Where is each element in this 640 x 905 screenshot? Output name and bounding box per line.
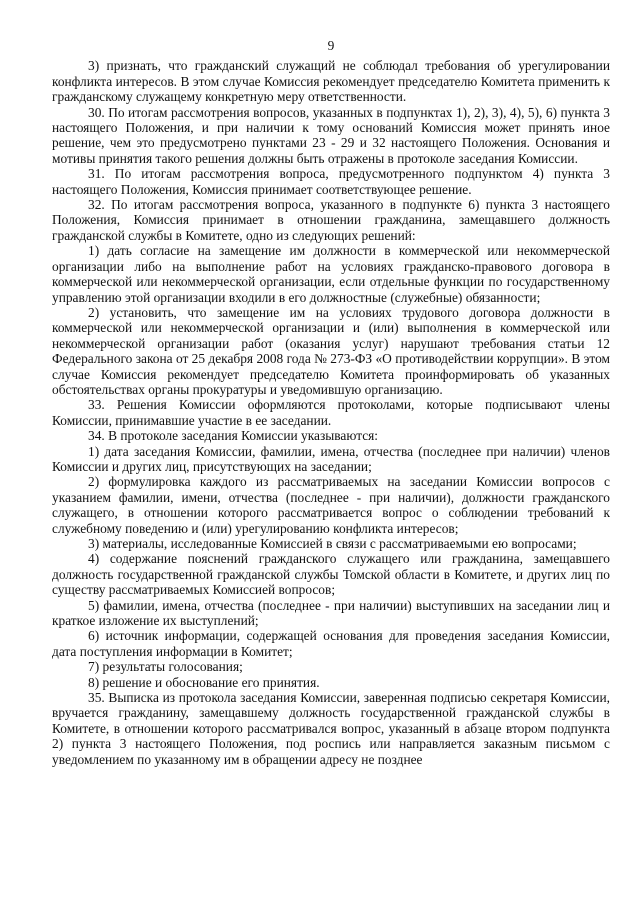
document-page [52,38,610,767]
paragraph-34-item-2: 2) формулировка каждого из рассматриваемых на заседании Комиссии вопросов с указанием фамилии, имени, отчества (последнее - при наличии), должности гражданского служащего, в отношении которого рассматривается вопрос о соблюдении требований к служебному поведению и (или) урегулированию конфликта интересов; [52,474,610,536]
paragraph-31: 31. По итогам рассмотрения вопроса, предусмотренного подпунктом 4) пункта 3 настоящего Положения, Комиссия принимает соответствующее решение. [52,166,610,197]
paragraph-35: 35. Выписка из протокола заседания Комиссии, заверенная подписью секретаря Комиссии, вручается гражданину, замещавшему должность государственной гражданской службы в Комитете, в отношении которого рассматривался вопрос, указанный в абзаце втором подпункта 2) пункта 3 настоящего Положения, под роспись или направляется заказным письмом с уведомлением по указанному им в обращении адресу не позднее [52,690,610,767]
paragraph-34-item-7: 7) результаты голосования; [88,659,243,675]
paragraph-33: 33. Решения Комиссии оформляются протоколами, которые подписывают члены Комиссии, принимавшие участие в ее заседании. [52,397,610,428]
page-number: 9 [327,38,335,53]
paragraph-34-item-6: 6) источник информации, содержащей основания для проведения заседания Комиссии, дата поступления информации в Комитет; [52,628,610,659]
paragraph-3-conflict: 3) признать, что гражданский служащий не соблюдал требования об урегулировании конфликта интересов. В этом случае Комиссия рекомендует председателю Комитета применить к гражданскому служащему конкретную меру ответственности. [52,58,610,105]
paragraph-34-item-3: 3) материалы, исследованные Комиссией в связи с рассматриваемыми ею вопросами; [88,536,577,551]
paragraph-32-item-2: 2) установить, что замещение им на условиях трудового договора должности в коммерческой или некоммерческой организации и (или) выполнения в коммерческой или некоммерческой организации работ (оказания услуг) нарушают требования статьи 12 Федерального закона от 25 декабря 2008 года № 273-ФЗ «О противодействии коррупции». В этом случае Комиссия рекомендует председателю Комитета проинформировать об указанных обстоятельствах органы прокуратуры и уведомившую организацию. [52,304,610,397]
paragraph-34-item-1: 1) дата заседания Комиссии, фамилии, имена, отчества (последнее при наличии) членов Комиссии и других лиц, присутствующих на заседании; [52,443,610,474]
paragraph-34-item-8: 8) решение и обоснование его принятия. [88,674,320,690]
paragraph-32-item-1: 1) дать согласие на замещение им должности в коммерческой или некоммерческой организации либо на выполнение работ на условиях гражданско-правового договора в коммерческой или некоммерческой организации, если отдельные функции по государственному управлению этой организации входили в его должностные (служебные) обязанности; [52,243,610,305]
paragraph-32: 32. По итогам рассмотрения вопроса, указанного в подпункте 6) пункта 3 настоящего Положения, Комиссия принимает в отношении гражданина, замещавшего должность гражданской службы в Комитете, одно из следующих решений: [52,197,610,243]
paragraph-34: 34. В протоколе заседания Комиссии указываются: [88,428,379,444]
paragraph-30: 30. По итогам рассмотрения вопросов, указанных в подпунктах 1), 2), 3), 4), 5), 6) пункта 3 настоящего Положения, и при наличии к тому оснований Комиссия может принять иное решение, чем это предусмотрено пунктами 23 - 29 и 32 настоящего Положения. Основания и мотивы принятия такого решения должны быть отражены в протоколе заседания Комиссии. [52,104,610,166]
paragraph-34-item-5: 5) фамилии, имена, отчества (последнее - при наличии) выступивших на заседании лиц и краткое изложение их выступлений; [52,597,610,629]
paragraph-34-item-4: 4) содержание пояснений гражданского служащего или гражданина, замещавшего должность государственной гражданской службы Томской области в Комитете, и других лиц по существу рассматриваемых Комиссией вопросов; [52,551,610,598]
